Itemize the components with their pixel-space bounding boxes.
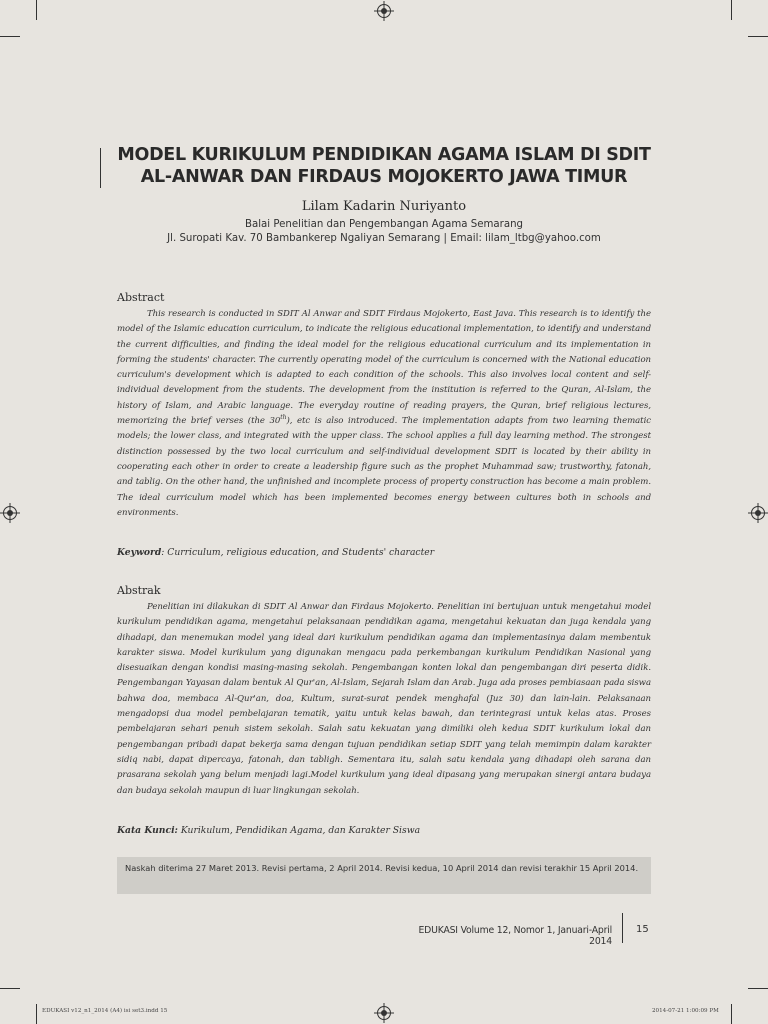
crop-mark (0, 36, 20, 37)
abstract-body (117, 307, 651, 521)
keyword-text: : Curriculum, religious education, and Students' character (161, 547, 435, 558)
registration-mark-icon (377, 4, 391, 18)
footer-rule (622, 913, 623, 943)
abstrak-body: Penelitian ini dilakukan di SDIT Al Anwar dan Firdaus Mojokerto. Penelitian ini bertujuan untuk mengetahui model kurikulum pendidikan agama, mengetahui pelaksanaan pendidikan agama, mengetahui kekuatan dan juga kendala yang dihadapi, dan menemukan model yang ideal dari kurikulum pendidikan agama dan implementasinya dalam membentuk karakter siswa. Model kurikulum yang digunakan mengacu pada perkembangan kurikulum Pendidikan Nasional yang disesuaikan dengan kondisi masing-masing sekolah. Pengembangan konten lokal dan pengembangan diri peserta didik. Pengembangan Yayasan dalam bentuk Al Qur'an, Al-Islam, Sejarah Islam dan Arab. Juga ada proses pembiasaan pada siswa bahwa doa, membaca Al-Qur'an, doa, Kultum, surat-surat pendek menghafal (Juz 30) dan lain-lain. Pelaksanaan mengadopsi dua model pembelajaran tematik, yaitu untuk kelas bawah, dan terintegrasi untuk kelas atas. Proses pembelajaran sehari penuh sistem sekolah. Salah satu kekuatan yang dimiliki oleh kedua SDIT kurikulum lokal dan pengembangan pribadi dapat bekerja sama dengan tujuan pendidikan setiap SDIT yang telah memimpin dalam karakter sidiq nabi, dapat dipercaya, fatonah, dan tabligh. Sementara itu, salah satu kendala yang dihadapi oleh sarana dan prasarana sekolah yang belum menjadi lagi.Model kurikulum yang ideal dipasang yang merupakan sinergi antara budaya dan budaya sekolah maupun di luar lingkungan sekolah. (117, 602, 651, 796)
abstract-text-part2: ), etc is also introduced. The implementation adapts from two learning thematic models; the lower class, and integrated with the upper class. The school applies a full day learning method. The strongest distinction possessed by the two local curriculum and self-individual development SDIT is located by their ability in cooperating each other in order to create a leadership figure such as the prophet Muhammad saw; trustworthy, fatonah, and tablig. On the other hand, the unfinished and incomplete process of property construction has become a main problem. The ideal curriculum model which has been implemented becomes energy between cultures both in schools and environments. (117, 416, 651, 518)
title-line-1: MODEL KURIKULUM PENDIDIKAN AGAMA ISLAM DI SDIT (117, 145, 651, 165)
journal-footer: EDUKASI Volume 12, Nomor 1, Januari-April 2014 (418, 925, 612, 947)
keyword-line (117, 547, 651, 558)
crop-mark (731, 1004, 732, 1024)
page-number: 15 (636, 924, 649, 935)
title-line-2: AL-ANWAR DAN FIRDAUS MOJOKERTO JAWA TIMUR (140, 167, 628, 187)
abstract-superscript: th (280, 414, 287, 422)
registration-mark-icon (751, 506, 765, 520)
title-rule (100, 148, 101, 188)
slug-timestamp: 2014-07-21 1:00:09 PM (652, 1008, 719, 1014)
registration-mark-icon (3, 506, 17, 520)
crop-mark (748, 36, 768, 37)
crop-mark (36, 0, 37, 20)
crop-mark (731, 0, 732, 20)
crop-mark (36, 1004, 37, 1024)
affiliation-block (110, 218, 658, 246)
kata-kunci-text: Kurikulum, Pendidikan Agama, dan Karakter Siswa (177, 825, 421, 836)
abstrak-heading: Abstrak (117, 584, 161, 597)
submission-note-box (117, 857, 651, 894)
kata-kunci-line (117, 825, 651, 836)
address: Jl. Suropati Kav. 70 Bambankerep Ngaliyan Semarang | Email: lilam_ltbg@yahoo.com (167, 233, 601, 244)
slug-filename: EDUKASI v12_n1_2014 (A4) isi set3.indd 15 (42, 1008, 168, 1014)
crop-mark (748, 988, 768, 989)
keyword-label: Keyword (117, 547, 162, 558)
affiliation: Balai Penelitian dan Pengembangan Agama Semarang (244, 219, 524, 230)
author-name: Lilam Kadarin Nuriyanto (301, 199, 467, 214)
article-title (110, 144, 658, 188)
abstract-text-part1: This research is conducted in SDIT Al Anwar and SDIT Firdaus Mojokerto, East Java. This research is to identify the model of the Islamic education curriculum, to indicate the religious educational implementation, to identify and understand the current difficulties, and finding the ideal model for the religious educational curriculum and its implementation in forming the students' character. The currently operating model of the curriculum is concerned with the National education curriculum's development which is adapted to each condition of the schools. This also involves local content and self-individual development from the students. The development from the institution is referred to the Quran, Al-Islam, the history of Islam, and Arabic language. The everyday routine of reading prayers, the Quran, brief religious lectures, memorizing the brief verses (the 30 (117, 309, 651, 427)
abstract-heading: Abstract (117, 291, 165, 304)
crop-mark (0, 988, 20, 989)
submission-note: Naskah diterima 27 Maret 2013. Revisi pertama, 2 April 2014. Revisi kedua, 10 April 2014 dan revisi terakhir 15 April 2014. (125, 863, 639, 873)
registration-mark-icon (377, 1006, 391, 1020)
kata-kunci-label: Kata Kunci: (117, 825, 178, 836)
